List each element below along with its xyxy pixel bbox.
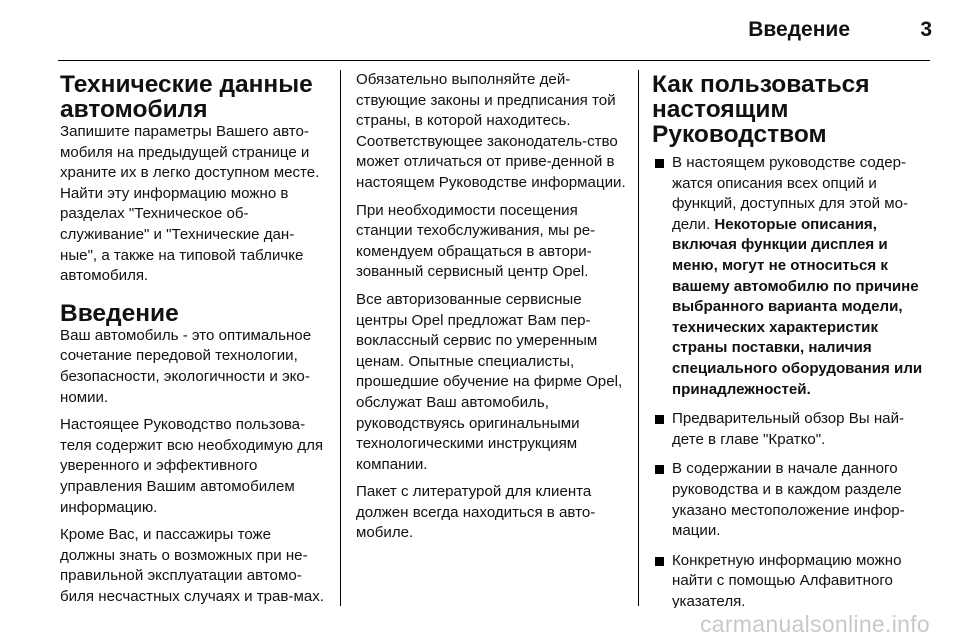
list-item [652,551,924,608]
heading-introduction: Введение [60,299,179,327]
section-title: Введение [748,18,850,41]
list-item-text: В настоящем руководстве содер-жатся описания всех опций и функций, доступных для этой мо-дели. [672,154,909,233]
watermark: carmanualsonline.info [699,611,930,637]
header-divider [58,60,930,61]
paragraph: Обязательно выполняйте дей-ствующие законы и предписания той страны, в которой находитесь. Соответствующее законодатель-ство может отличаться от приве-денной в настоящем Руководстве информации. [356,71,626,191]
list-item-text: Предварительный обзор Вы най-дете в главе "Кратко". [672,410,905,448]
heading-technical-data: Технические данные автомобиля [60,71,313,123]
list-item [652,409,924,450]
paragraph: Настоящее Руководство пользова-теля содержит всю необходимую для уверенного и эффективного управления Вашим автомобилем информацию. [60,416,324,516]
column-right [652,70,924,608]
page-number: 3 [920,18,932,41]
paragraph: Запишите параметры Вашего авто-мобиля на предыдущей странице и храните их в легко доступном месте. Найти эту информацию можно в разделах "Техническое об-служивание" и "Технические дан-ные", а также на типовой табличке автомобиля. [60,123,320,285]
paragraph: Пакет с литературой для клиента должен всегда находиться в авто-мобиле. [356,483,596,542]
list-item-bold-text: Некоторые описания, включая функции дисплея и меню, могут не относиться к вашему автомобилю по причине выбранного варианта модели, технических характеристик страны поставки, наличия специального оборудования или принадлежностей. [672,215,923,398]
column-divider [340,70,341,606]
list-item [652,459,924,541]
column-divider [638,70,639,606]
bullet-list [652,153,924,608]
paragraph: Кроме Вас, и пассажиры тоже должны знать о возможных при не-правильной эксплуатации автомо-биля несчастных случаях и трав-мах. [60,526,324,605]
paragraph: Ваш автомобиль - это оптимальное сочетание передовой технологии, безопасности, экологичности и эко-номии. [60,326,312,406]
heading-how-to-use: Как пользоваться настоящим Руководством [652,71,870,148]
column-left [60,70,328,608]
column-middle [356,70,626,608]
paragraph: Все авторизованные сервисные центры Opel предложат Вам пер-воклассный сервис по умеренным ценам. Опытные специалисты, прошедшие обучение на фирме Opel, обслужат Ваш автомобиль, руководствуясь оригинальными технологическими инструкциям компании. [356,290,623,473]
paragraph: При необходимости посещения станции техобслуживания, мы ре-комендуем обращаться в автори-зованный сервисный центр Opel. [356,201,596,281]
list-item-text: В содержании в начале данного руководства и в каждом разделе указано местоположение инфор-мации. [672,460,905,540]
list-item-text: Конкретную информацию можно найти с помощью Алфавитного указателя. [672,551,902,608]
list-item [652,153,924,400]
